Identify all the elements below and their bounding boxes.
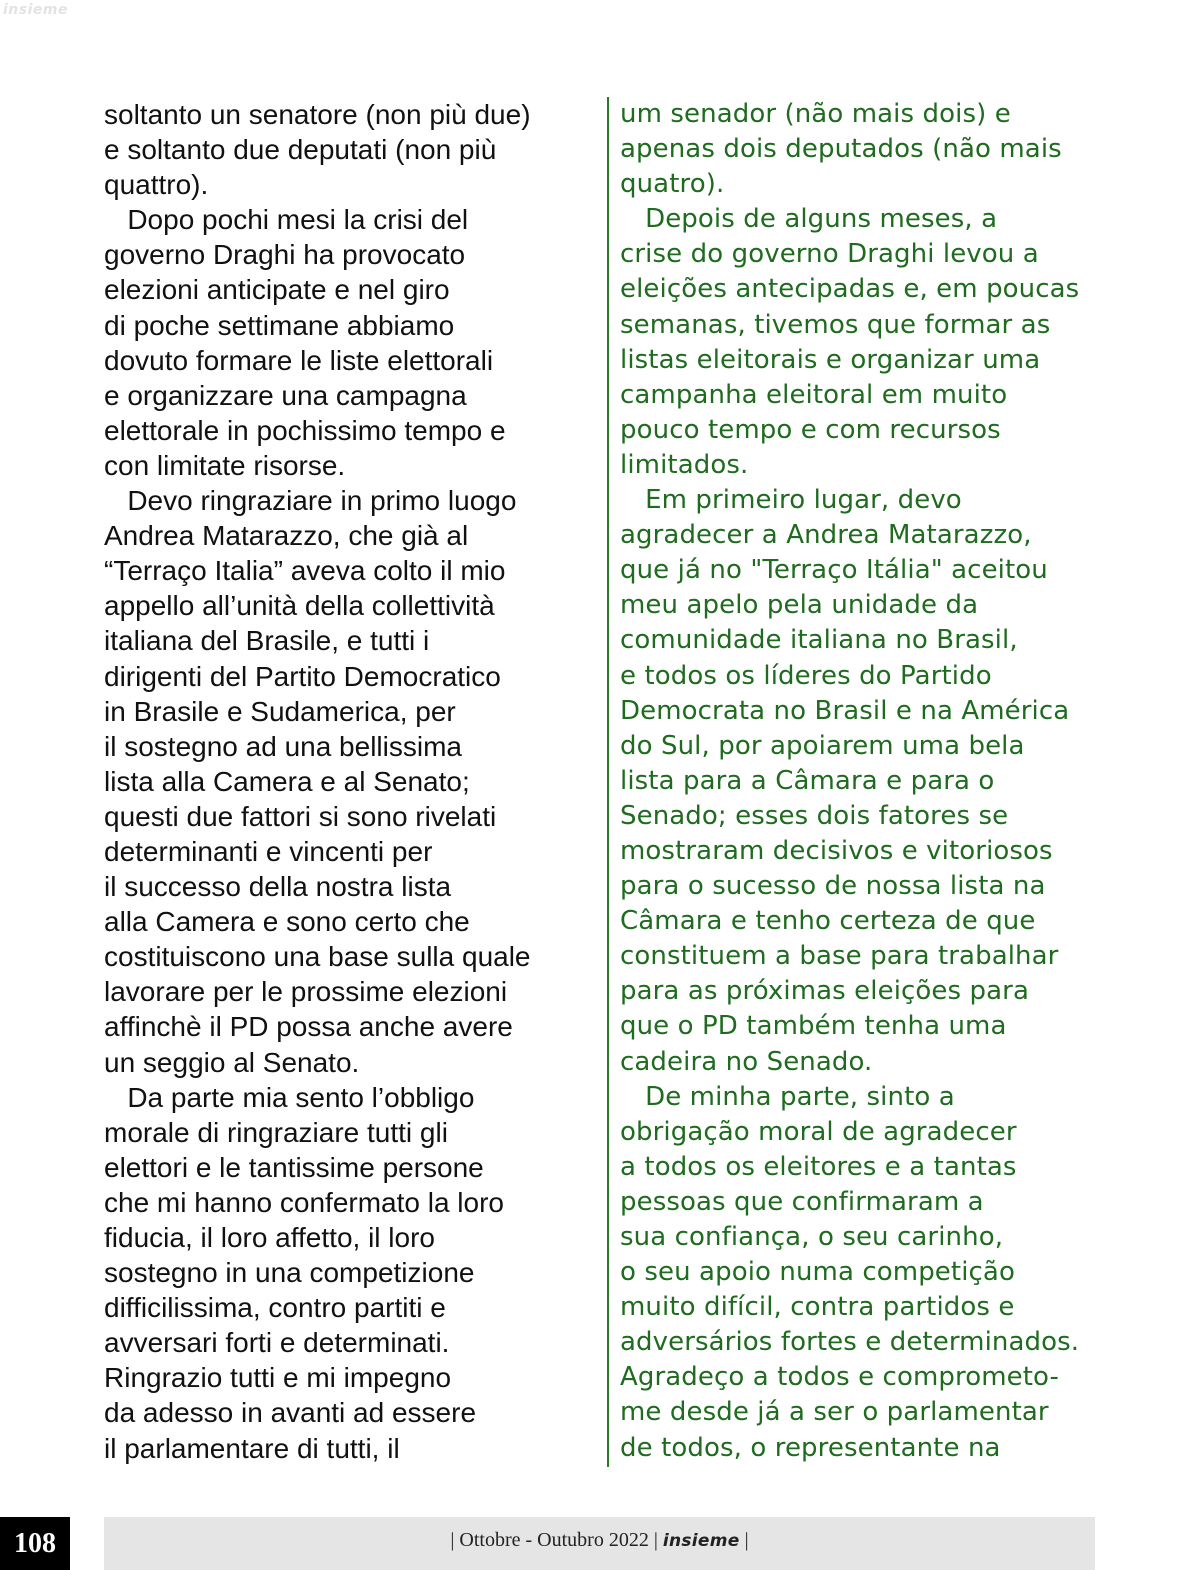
italian-text-line: governo Draghi ha provocato [104, 239, 466, 271]
portuguese-text-line: Democrata no Brasil e na América [620, 695, 1070, 726]
italian-text-line: elettori e le tantissime persone [104, 1151, 484, 1183]
portuguese-text-line: comunidade italiana no Brasil, [620, 625, 1018, 656]
italian-text-line: sostegno in una competizione [104, 1257, 475, 1289]
portuguese-text-line: listas eleitorais e organizar uma [620, 344, 1041, 375]
italian-text-line: di poche settimane abbiamo [104, 309, 455, 341]
italian-text-line: difficilissima, contro partiti e [104, 1292, 446, 1324]
portuguese-text-line: obrigação moral de agradecer [620, 1116, 1017, 1147]
portuguese-text-line: campanha eleitoral em muito [620, 379, 1008, 410]
portuguese-text-line: me desde já a ser o parlamentar [620, 1397, 1049, 1428]
portuguese-text-line: sua confiança, o seu carinho, [620, 1222, 1004, 1252]
footer-right-separator: | [744, 1529, 749, 1551]
italian-text-line: fiducia, il loro affetto, il loro [104, 1222, 435, 1253]
portuguese-text-line: Agradeço a todos e comprometo- [620, 1362, 1060, 1393]
italian-text-line: appello all’unità della collettività [104, 590, 495, 622]
portuguese-text-line: eleições antecipadas e, em poucas [620, 274, 1080, 305]
italian-text-line: dirigenti del Partito Democratico [104, 660, 501, 692]
portuguese-text-line: a todos os eleitores e a tantas [620, 1151, 1017, 1182]
italian-text-line: il sostegno ad una bellissima [104, 730, 462, 762]
italian-text-line: Ringrazio tutti e mi impegno [104, 1362, 452, 1394]
portuguese-text-line: Câmara e tenho certeza de que [620, 906, 1036, 937]
portuguese-text-line: cadeira no Senado. [620, 1046, 873, 1077]
italian-text-line: Da parte mia sento l’obbligo [104, 1081, 475, 1113]
watermark-logo: insieme [3, 2, 68, 18]
portuguese-text-line: que o PD também tenha uma [620, 1011, 1007, 1042]
portuguese-text-line: adversários fortes e determinados. [620, 1327, 1080, 1358]
italian-text-line: Dopo pochi mesi la crisi del [104, 204, 469, 236]
footer-date: | Ottobre - Outubro 2022 | [450, 1529, 658, 1551]
portuguese-text-line: quatro). [620, 169, 725, 200]
italian-column [104, 97, 594, 1466]
portuguese-text-line: para o sucesso de nossa lista na [620, 871, 1046, 902]
portuguese-text-line: agradecer a Andrea Matarazzo, [620, 520, 1032, 551]
italian-text-line: italiana del Brasile, e tutti i [104, 625, 430, 657]
portuguese-text-line: constituem a base para trabalhar [620, 941, 1059, 972]
italian-text-line: Devo ringraziare in primo luogo [104, 485, 517, 517]
portuguese-text-line: Senado; esses dois fatores se [620, 800, 1009, 831]
italian-text-line: il successo della nostra lista [104, 871, 452, 903]
italian-text-line: “Terraço Italia” aveva colto il mio [104, 555, 506, 587]
portuguese-text-line: apenas dois deputados (não mais [620, 134, 1062, 165]
portuguese-text-line: para as próximas eleições para [620, 976, 1029, 1007]
italian-text-line: soltanto un senatore (non più due) [104, 99, 531, 130]
footer-brand-logo: insieme [662, 1531, 740, 1551]
page-number: 108 [0, 1517, 70, 1570]
portuguese-text-line: mostraram decisivos e vitoriosos [620, 835, 1053, 866]
portuguese-text-line: que já no "Terraço Itália" aceitou [620, 555, 1048, 586]
italian-text-line: un seggio al Senato. [104, 1046, 360, 1078]
portuguese-text-line: semanas, tivemos que formar as [620, 309, 1051, 340]
italian-text-line: da adesso in avanti ad essere [104, 1397, 477, 1429]
portuguese-text-line: o seu apoio numa competição [620, 1257, 1015, 1288]
italian-text-line: con limitate risorse. [104, 449, 346, 481]
column-divider [607, 97, 609, 1467]
portuguese-text-line: e todos os líderes do Partido [620, 660, 992, 691]
italian-text-line: affinchè il PD possa anche avere [104, 1011, 513, 1043]
portuguese-column [620, 97, 1095, 1466]
italian-text-line: e soltanto due deputati (non più [104, 134, 497, 166]
portuguese-text-line: pessoas que confirmaram a [620, 1186, 984, 1217]
italian-text-line: e organizzare una campagna [104, 379, 467, 411]
italian-text-line: dovuto formare le liste elettorali [104, 344, 494, 376]
italian-text-line: lista alla Camera e al Senato; [104, 765, 470, 797]
italian-text-line: in Brasile e Sudamerica, per [104, 695, 456, 727]
italian-text-line: Andrea Matarazzo, che già al [104, 520, 469, 552]
italian-text-line: quattro). [104, 169, 209, 201]
italian-text-line: morale di ringraziare tutti gli [104, 1116, 448, 1148]
italian-text-line: avversari forti e determinati. [104, 1327, 450, 1359]
italian-text-line: alla Camera e sono certo che [104, 906, 470, 938]
portuguese-text-line: crise do governo Draghi levou a [620, 239, 1039, 270]
italian-text-line: che mi hanno confermato la loro [104, 1186, 504, 1218]
italian-text-line: costituiscono una base sulla quale [104, 941, 531, 973]
portuguese-text-line: do Sul, por apoiarem uma bela [620, 730, 1025, 761]
footer-bar [104, 1517, 1095, 1570]
italian-text-line: questi due fattori si sono rivelati [104, 800, 497, 832]
portuguese-text-line: muito difícil, contra partidos e [620, 1292, 1015, 1323]
footer-text [104, 1529, 1095, 1552]
portuguese-text-line: limitados. [620, 449, 749, 480]
italian-text-line: il parlamentare di tutti, il [104, 1432, 400, 1464]
italian-text-line: lavorare per le prossime elezioni [104, 976, 508, 1008]
italian-text-line: elettorale in pochissimo tempo e [104, 414, 506, 446]
portuguese-text-line: lista para a Câmara e para o [620, 765, 995, 796]
portuguese-text-line: de todos, o representante na [620, 1432, 1001, 1463]
portuguese-text-line: meu apelo pela unidade da [620, 590, 979, 621]
portuguese-text-line: pouco tempo e com recursos [620, 414, 1001, 445]
portuguese-text-line: Depois de alguns meses, a [620, 204, 998, 235]
portuguese-text-line: Em primeiro lugar, devo [620, 485, 962, 516]
italian-text-line: elezioni anticipate e nel giro [104, 274, 450, 306]
italian-text-line: determinanti e vincenti per [104, 835, 433, 867]
portuguese-text-line: De minha parte, sinto a [620, 1081, 955, 1112]
portuguese-text-line: um senador (não mais dois) e [620, 99, 1011, 129]
